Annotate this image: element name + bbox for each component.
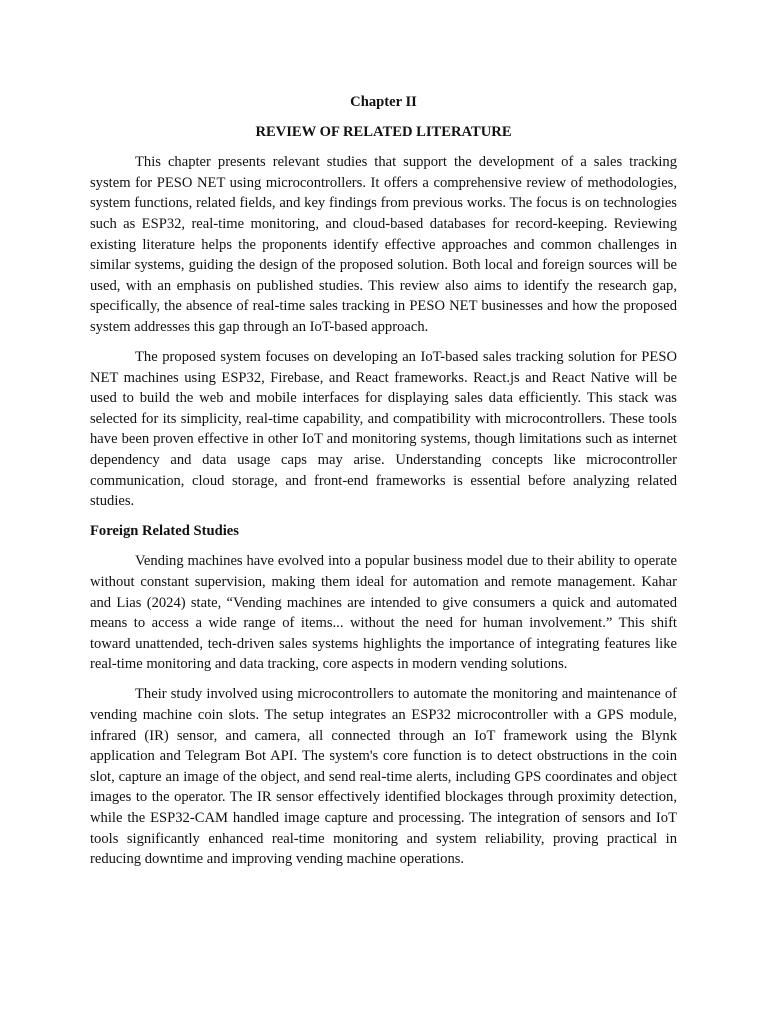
intro-paragraph-1: This chapter presents relevant studies that support the development of a sales tracking system for PESO NET using microcontrollers. It offers a comprehensive review of methodologies, system functions, related fields, and key findings from previous works. The focus is on technologies such as ESP32, real-time monitoring, and cloud-based databases for record-keeping. Reviewing existing literature helps the proponents identify effective approaches and common challenges in similar systems, guiding the design of the proposed solution. Both local and foreign sources will be used, with an emphasis on published studies. This review also aims to identify the research gap, specifically, the absence of real-time sales tracking in PESO NET businesses and how the proposed system addresses this gap through an IoT-based approach. xyxy=(90,154,677,335)
chapter-label: Chapter II xyxy=(350,94,417,110)
foreign-paragraph-2: Their study involved using microcontrollers to automate the monitoring and maintenance of vending machine coin slots. The setup integrates an ESP32 microcontroller with a GPS module, infrared (IR) sensor, and camera, all connected through an IoT framework using the Blynk application and Telegram Bot API. The system's core function is to detect obstructions in the coin slot, capture an image of the object, and send real-time alerts, including GPS coordinates and object images to the operator. The IR sensor effectively identified blockages through proximity detection, while the ESP32-CAM handled image capture and processing. The integration of sensors and IoT tools significantly enhanced real-time monitoring and system reliability, proving practical in reducing downtime and improving vending machine operations. xyxy=(90,686,677,868)
chapter-title: REVIEW OF RELATED LITERATURE xyxy=(255,124,512,141)
document-page xyxy=(90,92,677,879)
section-heading-foreign: Foreign Related Studies xyxy=(90,523,239,540)
intro-paragraph-2: The proposed system focuses on developing an IoT-based sales tracking solution for PESO NET machines using ESP32, Firebase, and React frameworks. React.js and React Native will be used to build the web and mobile interfaces for displaying sales data efficiently. This stack was selected for its simplicity, real-time capability, and compatibility with microcontrollers. These tools have been proven effective in other IoT and monitoring systems, though limitations such as internet dependency and data usage caps may arise. Understanding concepts like microcontroller communication, cloud storage, and front-end frameworks is essential before analyzing related studies. xyxy=(90,349,677,510)
foreign-paragraph-1: Vending machines have evolved into a popular business model due to their ability to operate without constant supervision, making them ideal for automation and remote management. Kahar and Lias (2024) state, “Vending machines are intended to give consumers a quick and automated means to access a wide range of items... without the need for human involvement.” This shift toward unattended, tech-driven sales systems highlights the importance of integrating features like real-time monitoring and data tracking, core aspects in modern vending solutions. xyxy=(90,553,677,673)
